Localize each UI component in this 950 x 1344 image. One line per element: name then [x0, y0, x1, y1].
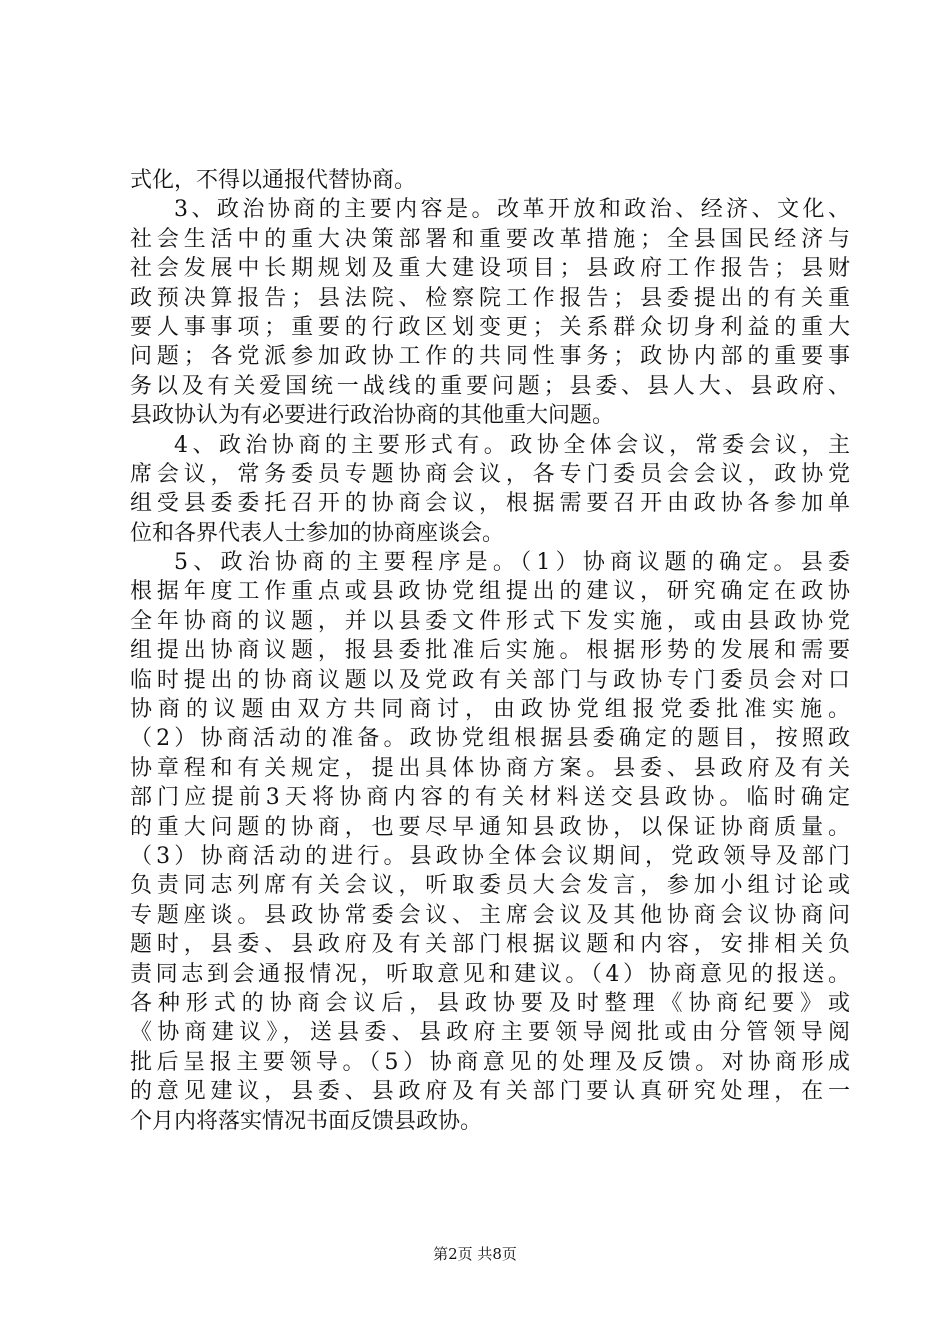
text-line: 负责同志列席有关会议，听取委员大会发言，参加小组讨论或 — [130, 873, 850, 899]
text-line: 责同志到会通报情况，听取意见和建议。（4）协商意见的报送。 — [130, 961, 850, 987]
document-body — [130, 166, 850, 1136]
paragraph-main-forms — [130, 431, 850, 549]
text-line: 3、政治协商的主要内容是。改革开放和政治、经济、文化、 — [174, 197, 850, 223]
text-line: 《协商建议》，送县委、县政府主要领导阅批或由分管领导阅 — [130, 1020, 850, 1046]
text-line: 部门应提前3天将协商内容的有关材料送交县政协。临时确定 — [130, 785, 850, 811]
page-number-label: 第2页 共8页 — [433, 1245, 517, 1263]
text-line: 5、政治协商的主要程序是。（1）协商议题的确定。县委 — [174, 550, 850, 576]
text-line: 要人事事项；重要的行政区划变更；关系群众切身利益的重大 — [130, 314, 850, 340]
text-line: 个月内将落实情况书面反馈县政协。 — [130, 1108, 483, 1134]
paragraph-main-procedure — [130, 548, 850, 1136]
text-line: 临时提出的协商议题以及党政有关部门与政协专门委员会对口 — [130, 667, 850, 693]
text-line: 县政协认为有必要进行政治协商的其他重大问题。 — [130, 403, 615, 429]
text-line: 根据年度工作重点或县政协党组提出的建议，研究确定在政协 — [130, 579, 850, 605]
text-line: 社会发展中长期规划及重大建设项目；县政府工作报告；县财 — [130, 256, 850, 282]
page-footer — [0, 1244, 950, 1264]
text-line: 问题；各党派参加政协工作的共同性事务；政协内部的重要事 — [130, 344, 850, 370]
text-line: 协商的议题由双方共同商讨，由政协党组报党委批准实施。 — [130, 697, 850, 723]
text-line: （3）协商活动的进行。县政协全体会议期间，党政领导及部门 — [130, 843, 850, 869]
text-line: 4、政治协商的主要形式有。政协全体会议，常委会议，主 — [174, 432, 850, 458]
text-line: 组提出协商议题，报县委批准后实施。根据形势的发展和需要 — [130, 638, 850, 664]
text-line: 社会生活中的重大决策部署和重要改革措施；全县国民经济与 — [130, 226, 850, 252]
text-line: 的意见建议，县委、县政府及有关部门要认真研究处理，在一 — [130, 1079, 850, 1105]
paragraph-main-content — [130, 195, 850, 430]
paragraph-continuation — [130, 166, 850, 195]
text-line: 题时，县委、县政府及有关部门根据议题和内容，安排相关负 — [130, 932, 850, 958]
text-line: 席会议，常务委员专题协商会议，各专门委员会会议，政协党 — [130, 461, 850, 487]
text-line: 的重大问题的协商，也要尽早通知县政协，以保证协商质量。 — [130, 814, 850, 840]
text-line: 政预决算报告；县法院、检察院工作报告；县委提出的有关重 — [130, 285, 850, 311]
text-line: 各种形式的协商会议后，县政协要及时整理《协商纪要》或 — [130, 990, 850, 1016]
text-line: 批后呈报主要领导。（5）协商意见的处理及反馈。对协商形成 — [130, 1049, 850, 1075]
text-line: 式化，不得以通报代替协商。 — [130, 168, 417, 193]
text-line: （2）协商活动的准备。政协党组根据县委确定的题目，按照政 — [130, 726, 850, 752]
text-line: 专题座谈。县政协常委会议、主席会议及其他协商会议协商问 — [130, 902, 850, 928]
text-line: 全年协商的议题，并以县委文件形式下发实施，或由县政协党 — [130, 608, 850, 634]
text-line: 协章程和有关规定，提出具体协商方案。县委、县政府及有关 — [130, 755, 850, 781]
text-line: 组受县委委托召开的协商会议，根据需要召开由政协各参加单 — [130, 491, 850, 517]
text-line: 位和各界代表人士参加的协商座谈会。 — [130, 520, 505, 546]
text-line: 务以及有关爱国统一战线的重要问题；县委、县人大、县政府、 — [130, 373, 850, 399]
